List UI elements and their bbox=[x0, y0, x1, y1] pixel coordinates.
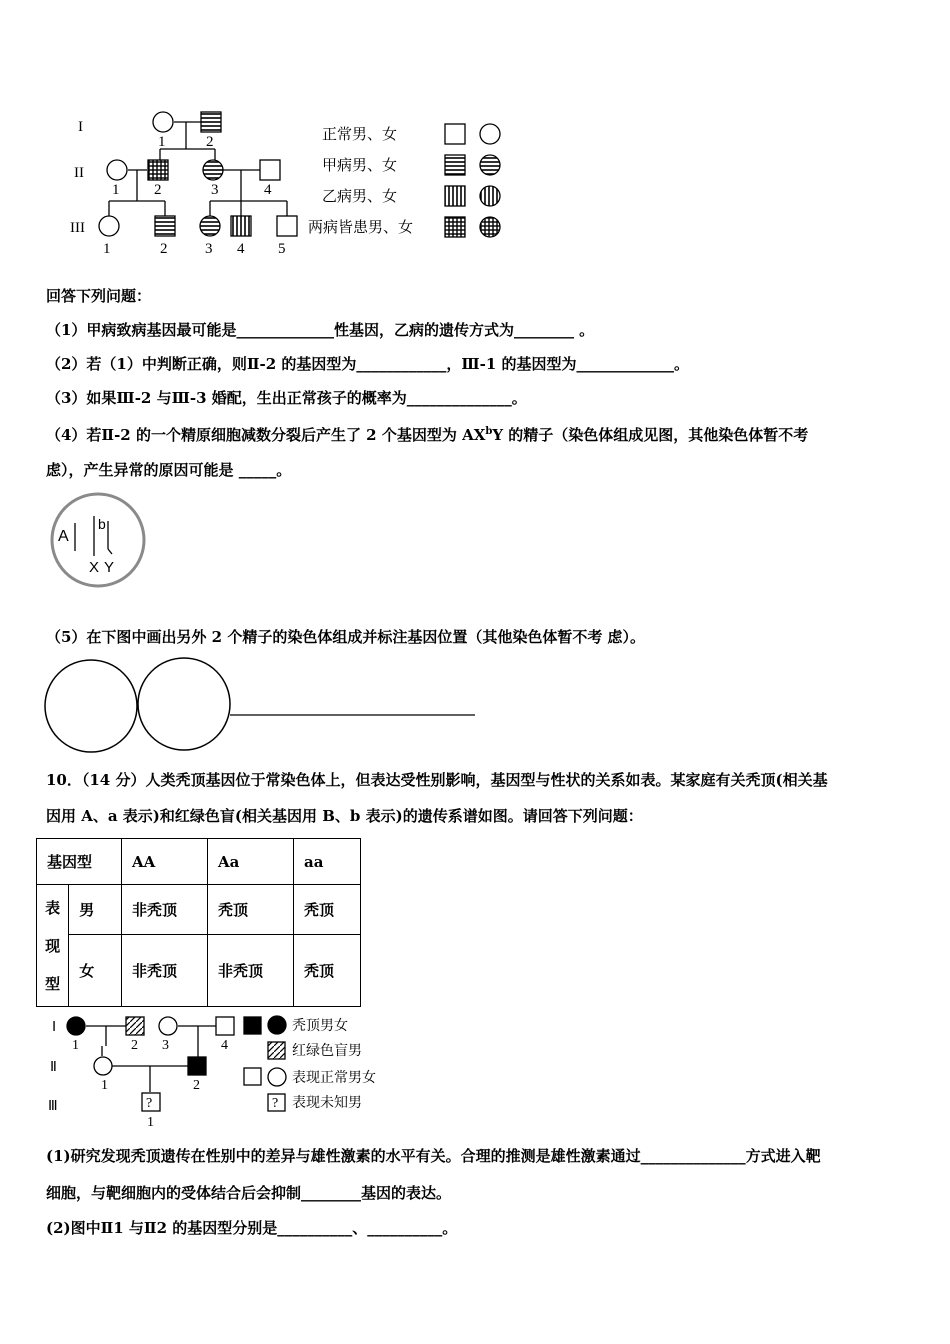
header-aa: aa bbox=[294, 839, 361, 885]
question-1: （1）甲病致病基因最可能是_____________性基因，乙病的遗传方式为________ 。 bbox=[46, 321, 595, 339]
gen-label-III: III bbox=[70, 220, 85, 236]
header-AA: AA bbox=[122, 839, 208, 885]
sex-female: 女 bbox=[69, 935, 122, 1007]
question-10-line-1: 10．（14 分）人类秃顶基因位于常染色体上，但表达受性别影响，基因型与性状的关系如表。某家庭有关秃顶(相关基 bbox=[46, 771, 828, 789]
question-4-line-2: 虑），产生异常的原因可能是 _____。 bbox=[46, 461, 292, 479]
empty-cell-1 bbox=[45, 660, 137, 752]
num-I-2: 2 bbox=[206, 134, 214, 150]
pedigree1-III4-male-disease-yi bbox=[231, 216, 251, 236]
sperm-cell-diagram bbox=[48, 491, 150, 591]
ped2-I1-bald-female bbox=[67, 1017, 85, 1035]
pedigree1-III3-female-disease-jia bbox=[200, 216, 220, 236]
chromosome-label-x: X bbox=[89, 559, 100, 576]
ped2-num-I2: 2 bbox=[131, 1038, 138, 1053]
ped2-gen-label-III: Ⅲ bbox=[48, 1099, 58, 1114]
legend2-normal-text: 表现正常男女 bbox=[292, 1070, 376, 1086]
ped2-num-I1: 1 bbox=[72, 1038, 79, 1053]
legend1-jia: 甲病男、女 bbox=[322, 156, 398, 174]
legend2-bald-male bbox=[244, 1017, 261, 1034]
pedigree1-II4-normal-male bbox=[260, 160, 280, 180]
female-Aa: 非秃顶 bbox=[208, 935, 294, 1007]
question-2: （2）若（1）中判断正确，则Ⅱ-2 的基因型为____________，Ⅲ-1 的基因型为_____________。 bbox=[46, 355, 690, 373]
legend1-both-male-symbol bbox=[445, 217, 465, 237]
ped2-num-II1: 1 bbox=[101, 1078, 108, 1093]
header-genotype: 基因型 bbox=[37, 839, 122, 885]
q4-post: Y 的精子（染色体组成见图，其他染色体暂不考 bbox=[492, 426, 809, 444]
legend2-colorblind-text: 红绿色盲男 bbox=[292, 1043, 362, 1059]
question-10-1-line-2: 细胞，与靶细胞内的受体结合后会抑制________基因的表达。 bbox=[46, 1184, 452, 1202]
sex-male: 男 bbox=[69, 885, 122, 935]
legend1-normal: 正常男、女 bbox=[322, 125, 398, 143]
ped2-gen-label-II: Ⅱ bbox=[50, 1060, 57, 1075]
q4-pre: （4）若Ⅱ-2 的一个精原细胞减数分裂后产生了 2 个基因型为 AX bbox=[46, 426, 486, 444]
legend2-bald-female bbox=[268, 1016, 286, 1034]
legend1-both: 两病皆患男、女 bbox=[308, 218, 414, 236]
drawing-area-circles bbox=[44, 657, 480, 757]
pedigree1-I1-normal-female bbox=[153, 112, 173, 132]
num-II-3: 3 bbox=[211, 182, 219, 198]
gen-label-I: I bbox=[78, 119, 83, 135]
q4-sup: b bbox=[485, 426, 493, 437]
question-10-2: (2)图中Ⅱ1 与Ⅱ2 的基因型分别是__________、__________。 bbox=[46, 1219, 458, 1237]
num-III-3: 3 bbox=[205, 241, 213, 257]
num-III-2: 2 bbox=[160, 241, 168, 257]
legend1-jia-male-symbol bbox=[445, 155, 465, 175]
legend1-yi-male-symbol bbox=[445, 186, 465, 206]
legend2-unknown-text: 表现未知男 bbox=[292, 1095, 362, 1111]
ped2-I2-colorblind-male bbox=[126, 1017, 144, 1035]
num-I-1: 1 bbox=[158, 134, 166, 150]
num-II-4: 4 bbox=[264, 182, 272, 198]
pedigree-figure-1 bbox=[60, 105, 520, 265]
pedigree1-III5-normal-male bbox=[277, 216, 297, 236]
ped2-gen-label-I: Ⅰ bbox=[52, 1020, 57, 1035]
num-III-4: 4 bbox=[237, 241, 245, 257]
pedigree1-II2-male-both-diseases bbox=[148, 160, 168, 180]
legend1-jia-female-symbol bbox=[480, 155, 500, 175]
pedigree1-II3-female-disease-jia bbox=[203, 160, 223, 180]
num-III-1: 1 bbox=[103, 241, 111, 257]
legend2-unknown-mark: ? bbox=[272, 1096, 279, 1111]
gene-label-A: A bbox=[58, 528, 69, 545]
header-Aa: Aa bbox=[208, 839, 294, 885]
legend2-normal-female bbox=[268, 1068, 286, 1086]
question-4-line-1 bbox=[46, 422, 808, 445]
male-Aa: 秃顶 bbox=[208, 885, 294, 935]
female-AA: 非秃顶 bbox=[122, 935, 208, 1007]
pedigree1-II1-normal-female bbox=[107, 160, 127, 180]
num-II-1: 1 bbox=[112, 182, 120, 198]
num-III-5: 5 bbox=[278, 241, 286, 257]
row-label-phenotype bbox=[37, 885, 69, 1007]
num-II-2: 2 bbox=[154, 182, 162, 198]
male-AA: 非秃顶 bbox=[122, 885, 208, 935]
legend2-colorblind-male bbox=[268, 1042, 285, 1059]
question-5: （5）在下图中画出另外 2 个精子的染色体组成并标注基因位置（其他染色体暂不考 虑）。 bbox=[46, 628, 646, 646]
pedigree1-III2-male-disease-jia bbox=[155, 216, 175, 236]
ped2-num-II2: 2 bbox=[193, 1078, 200, 1093]
ped2-num-I4: 4 bbox=[221, 1038, 228, 1053]
pedigree1-III1-normal-female bbox=[99, 216, 119, 236]
legend1-both-female-symbol bbox=[480, 217, 500, 237]
legend1-yi-female-symbol bbox=[480, 186, 500, 206]
empty-cell-2 bbox=[138, 658, 230, 750]
question-10-1-line-1: (1)研究发现秃顶遗传在性别中的差异与雄性激素的水平有关。合理的推测是雄性激素通过______________方式进入靶 bbox=[46, 1147, 821, 1165]
female-aa: 秃顶 bbox=[294, 935, 361, 1007]
gen-label-II: II bbox=[74, 165, 84, 181]
legend2-normal-male bbox=[244, 1068, 261, 1085]
row-label-char-3: 型 bbox=[45, 974, 61, 993]
ped2-num-I3: 3 bbox=[162, 1038, 169, 1053]
ped2-I4-normal-male bbox=[216, 1017, 234, 1035]
male-aa: 秃顶 bbox=[294, 885, 361, 935]
pedigree-figure-2 bbox=[40, 1010, 390, 1130]
gene-label-b: b bbox=[98, 516, 106, 532]
legend1-normal-female-symbol bbox=[480, 124, 500, 144]
legend1-yi: 乙病男、女 bbox=[322, 187, 398, 205]
question-3: （3）如果Ⅲ-2 与Ⅲ-3 婚配，生出正常孩子的概率为______________。 bbox=[46, 389, 527, 407]
ped2-num-III1: 1 bbox=[147, 1115, 154, 1130]
row-label-char-2: 现 bbox=[45, 936, 61, 955]
question-10-line-2: 因用 A、a 表示)和红绿色盲(相关基因用 B、b 表示)的遗传系谱如图。请回答下列问题： bbox=[46, 807, 643, 825]
ped2-II1-normal-female bbox=[94, 1057, 112, 1075]
legend2-bald-text: 秃顶男女 bbox=[292, 1018, 348, 1034]
ped2-II2-bald-male bbox=[188, 1057, 206, 1075]
intro-text: 回答下列问题： bbox=[46, 287, 152, 305]
genotype-phenotype-table bbox=[36, 838, 361, 1007]
chromosome-label-y: Y bbox=[104, 559, 115, 576]
ped2-unknown-mark: ? bbox=[146, 1096, 153, 1111]
pedigree1-I2-male-disease-jia bbox=[201, 112, 221, 132]
row-label-char-1: 表 bbox=[45, 898, 61, 917]
legend1-normal-male-symbol bbox=[445, 124, 465, 144]
ped2-I3-normal-female bbox=[159, 1017, 177, 1035]
